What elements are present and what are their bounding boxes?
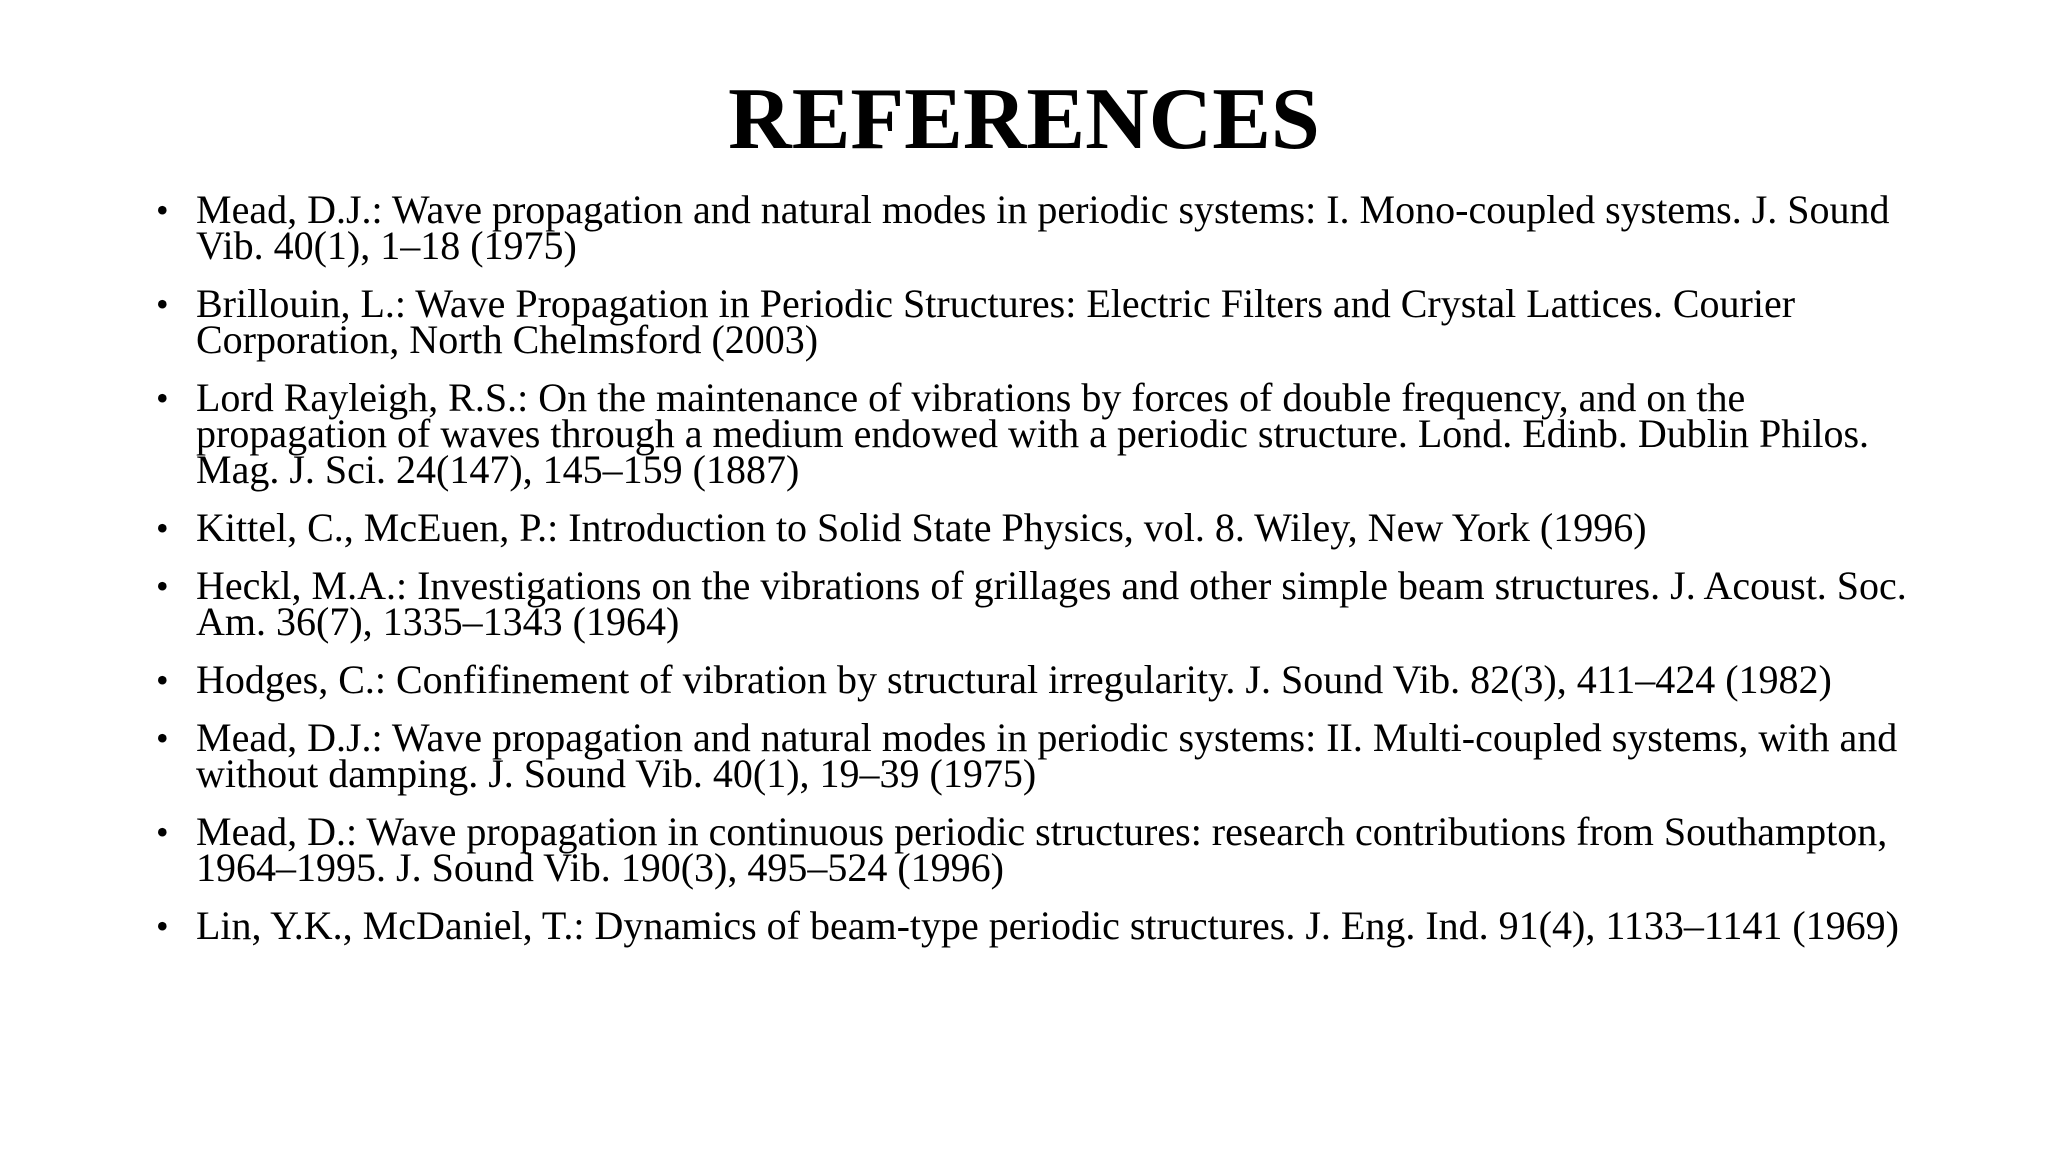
reference-text: Lord Rayleigh, R.S.: On the maintenance of vibrations by forces of double frequency, and on the propagation of waves through a medium endowed with a periodic structure. Lond. Edinb. Dublin Philos. Mag. J. Sci. 24(147), 145–159 (1887) bbox=[196, 375, 1870, 492]
bullet-icon: • bbox=[156, 718, 169, 758]
reference-text: Kittel, C., McEuen, P.: Introduction to Solid State Physics, vol. 8. Wiley, New York (1996) bbox=[196, 505, 1647, 550]
reference-text: Lin, Y.K., McDaniel, T.: Dynamics of beam-type periodic structures. J. Eng. Ind. 91(4), 1133–1141 (1969) bbox=[196, 903, 1899, 948]
reference-item bbox=[152, 505, 1932, 550]
reference-text: Mead, D.J.: Wave propagation and natural modes in periodic systems: II. Multi-coupled systems, with and without damping. J. Sound Vib. 40(1), 19–39 (1975) bbox=[196, 715, 1898, 796]
reference-item bbox=[152, 903, 1932, 948]
bullet-icon: • bbox=[156, 284, 169, 324]
reference-item bbox=[152, 809, 1932, 890]
reference-text: Mead, D.J.: Wave propagation and natural modes in periodic systems: I. Mono-coupled systems. J. Sound Vib. 40(1), 1–18 (1975) bbox=[196, 187, 1890, 268]
bullet-icon: • bbox=[156, 906, 169, 946]
bullet-icon: • bbox=[156, 508, 169, 548]
bullet-icon: • bbox=[156, 378, 169, 418]
reference-item bbox=[152, 657, 1932, 702]
reference-text: Brillouin, L.: Wave Propagation in Periodic Structures: Electric Filters and Crystal Lattices. Courier Corporation, North Chelmsford (2003) bbox=[196, 281, 1796, 362]
reference-text: Mead, D.: Wave propagation in continuous periodic structures: research contributions from Southampton, 1964–1995. J. Sound Vib. 190(3), 495–524 (1996) bbox=[196, 809, 1888, 890]
reference-item bbox=[152, 281, 1932, 362]
reference-list bbox=[152, 187, 1932, 966]
reference-item bbox=[152, 563, 1932, 644]
bullet-icon: • bbox=[156, 566, 169, 606]
reference-text: Heckl, M.A.: Investigations on the vibrations of grillages and other simple beam structures. J. Acoust. Soc. Am. 36(7), 1335–1343 (1964) bbox=[196, 563, 1907, 644]
bullet-icon: • bbox=[156, 660, 169, 700]
reference-item bbox=[152, 187, 1932, 268]
slide-title: REFERENCES bbox=[728, 71, 1320, 168]
reference-item bbox=[152, 375, 1932, 492]
bullet-icon: • bbox=[156, 190, 169, 230]
reference-item bbox=[152, 715, 1932, 796]
bullet-icon: • bbox=[156, 812, 169, 852]
reference-text: Hodges, C.: Confifinement of vibration by structural irregularity. J. Sound Vib. 82(3), 411–424 (1982) bbox=[196, 657, 1832, 702]
